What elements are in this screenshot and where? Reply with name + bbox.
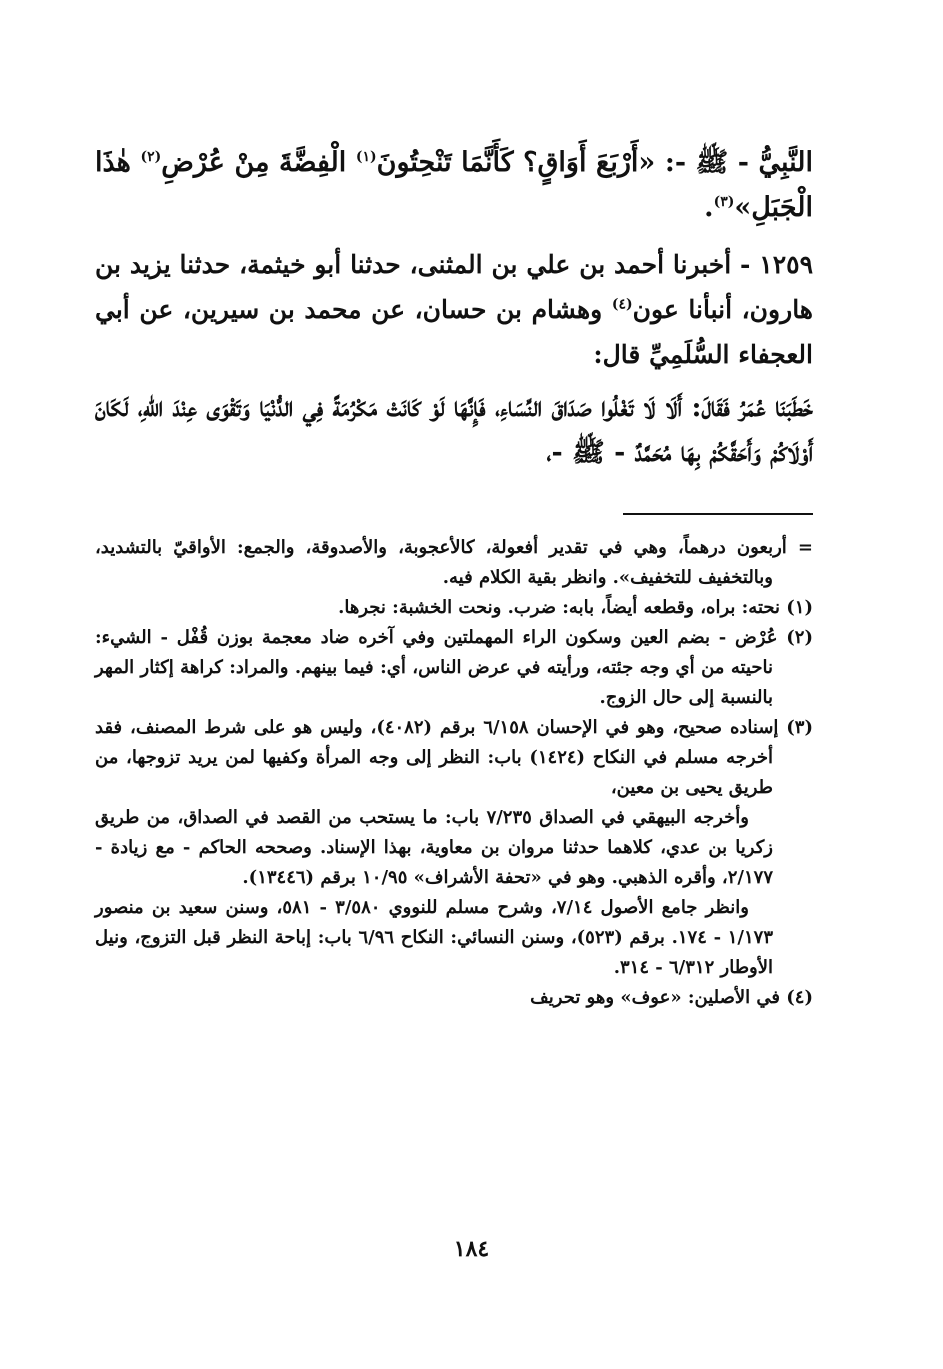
main-text [95, 140, 813, 475]
page-number: ١٨٤ [453, 1236, 490, 1262]
footnote-ref-2: (٢) [140, 149, 162, 165]
footnote-ref-4: (٤) [611, 296, 633, 313]
isnad-text: - أخبرنا أحمد بن علي بن المثنى، حدثنا أبو خيثمة، حدثنا يزيد بن هارون، أنبأنا عون [95, 250, 813, 324]
hadith-text: النَّبِيُّ - ﷺ -: «أَرْبَعَ أَوَاقٍ؟ كَأَنَّمَا تَنْحِتُونَ [376, 147, 814, 178]
book-page [95, 140, 813, 1290]
hadith-text: . [704, 192, 714, 223]
footnote-continued: = أربعون درهماً، وهي في تقدير أفعولة، كالأعجوبة، والأصدوقة، والجمع: الأواقيّ بالتشديد، وبالتخفيف للتخفيف». وانظر بقية الكلام فيه. [95, 537, 813, 588]
footnote-4: (٤) في الأصلين: «عوف» وهو تحريف [530, 987, 813, 1008]
footnote-2: (٢) عُرْض - بضم العين وسكون الراء المهملتين وفي آخره ضاد معجمة بوزن قُفْل - الشيء: ناحيته من أي وجه جئته، ورأيته في عرض الناس، أي: فيما بينهم. والمراد: كراهة إكثار المهر بالنسبة إلى حال الزوج. [95, 627, 813, 708]
hadith-text: هٰذَا الْجَبَلِ» [95, 147, 813, 223]
hadith-previous-ending [95, 140, 813, 230]
footnote-3-continued: وانظر جامع الأصول ٧/١٤، وشرح مسلم للنووي ٣/٥٨٠ - ٥٨١، وسنن سعيد بن منصور ١/١٧٣ - ١٧٤. برقم (٥٢٣)، وسنن النسائي: النكاح ٦/٩٦ باب: إباحة النظر قبل التزوج، ونيل الأوطار ٦/٣١٢ - ٣١٤. [95, 897, 773, 978]
footnote-1: (١) نحته: براه، وقطعه أيضاً، بابه: ضرب. ونحت الخشبة: نجرها. [338, 597, 813, 618]
hadith-1259-isnad [95, 242, 813, 377]
footnote-3-continued: وأخرجه البيهقي في الصداق ٧/٢٣٥ باب: ما يستحب من القصد في الصداق، من طريق زكريا بن عدي، كلاهما حدثنا مروان بن معاوية، بهذا الإسناد. وصححه الحاكم - مع زيادة - ٢/١٧٧، وأقره الذهبي. وهو في «تحفة الأشراف» ١٠/٩٥ برقم (١٣٤٤٦). [95, 807, 773, 888]
footnote-separator [623, 513, 813, 515]
hadith-text: الْفِضَّةَ مِنْ عُرْضِ [161, 147, 356, 178]
hadith-number: ١٢٥٩ [759, 250, 813, 279]
footnote-ref-3: (٣) [713, 194, 735, 210]
footnote-ref-1: (١) [355, 149, 377, 165]
hadith-1259-matn: خَطَبَنَا عُمَرُ فَقَالَ: أَلَا لَا تَغْلُوا صَدَاقَ النِّسَاءِ، فَإِنَّهَا لَوْ كَانَتْ مَكْرُمَةً فِي الدُّنْيَا وَتَقْوَى عِنْدَ اللهِ، لَكَانَ أَوْلَاكُمْ وَأَحَقَّكُمْ بِهَا مُحَمَّدٌ - ﷺ -، [95, 392, 813, 468]
footnotes [95, 533, 813, 1013]
isnad-text: وهشام بن حسان، عن محمد بن سيرين، عن أبي العجفاء السُّلَمِيِّ قال: [95, 295, 813, 369]
footnote-3: (٣) إسناده صحيح، وهو في الإحسان ٦/١٥٨ برقم (٤٠٨٢)، وليس هو على شرط المصنف، فقد أخرجه مسلم في النكاح (١٤٢٤) باب: النظر إلى وجه المرأة وكفيها لمن يريد تزوجها، من طريق يحيى بن معين، [95, 717, 813, 798]
